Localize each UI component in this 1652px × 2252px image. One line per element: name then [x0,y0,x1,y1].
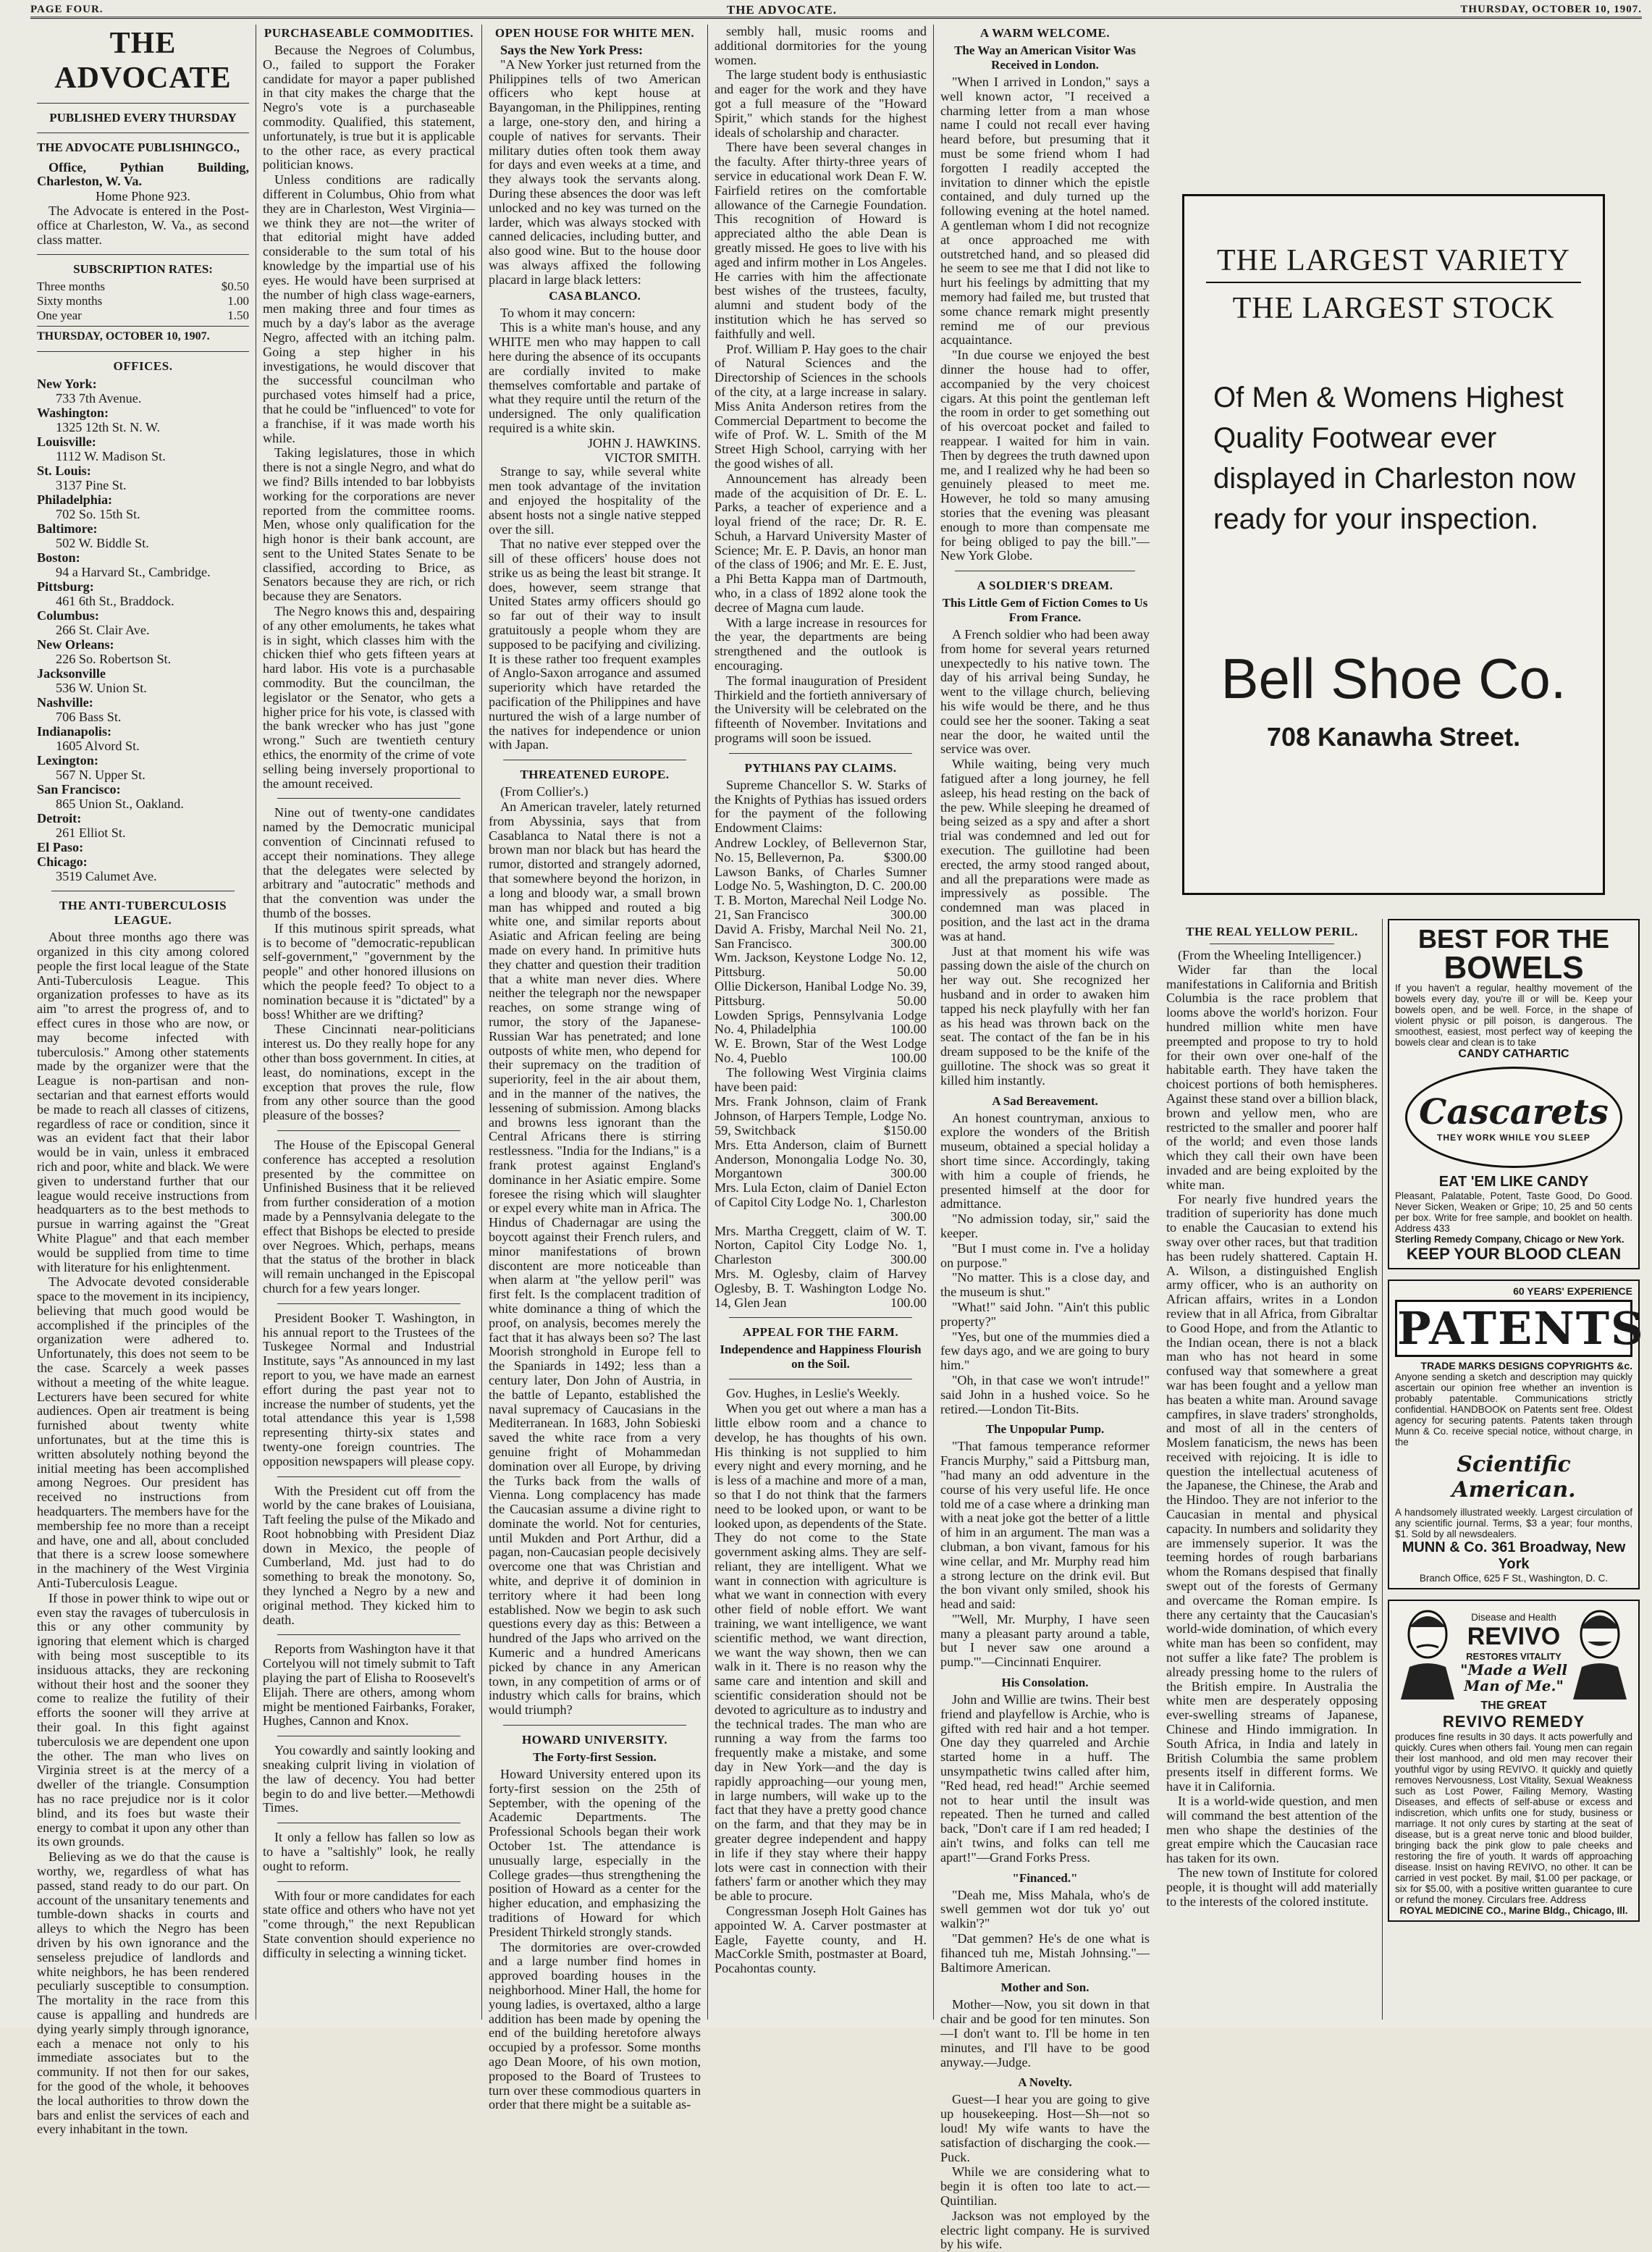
office-city: Columbus: [37,608,99,623]
ads-column [1388,919,1645,2020]
claim-amount: 300.00 [890,1252,927,1267]
bowels-body: If you haven't a regular, healthy movement of the bowels every day, you're ill or will be. Keep your bowels open, and be well. Force, in the shape of violent physic or pill poison, is dangerous. The smoothest, easiest, most perfect way of keeping the bowels clear and clean is to take [1395,983,1632,1048]
claim-row [715,894,927,923]
claim-text: Lawson Banks, of Charles Sumner Lodge No. 5, Washington, D. C. [715,864,927,894]
well-man-icon [1567,1605,1632,1699]
claim-amount: 300.00 [890,907,927,923]
office-address: 461 6th St., Braddock. [56,594,174,609]
claim-row [715,865,927,894]
paragraph: When you get out where a man has a little elbow room and a chance to develop, he has thoughts of his own. His thinking is not supplied to him every night and every morning, and he is less of a machine and more of a man, so that I do not think that the farmers need to be looked upon, or want to be looked upon, as dependents of the State. They do not come to the State government asking alms. They are self-reliant, they are intelligent. What we want in connection with agriculture is what we want in connection with every other field of noble effort. We want training, we want intelligence, we want scientific method, we want direction, we want the way shown, then we can walk in it. There is no reason why the same care and intention and skill and scientific consideration should not be devoted to agriculture as to industry and the technical trades. The man who are running a way from the farms too frequently make a mistake, and some day in New York—and the day is rapidly approaching—our young men, in large numbers, will wake up to the fact that they have a pretty good chance on the farm, and that they may be in greater degree independent and happy in life if they stay where their happy lots were cast in connection with their fathers' farm or another which they may be able to procure. [715,1401,927,1904]
paragraph: "Deah me, Miss Mahala, who's de swell gemmen wot dor tuk yo' out walkin'?" [940,1887,1150,1931]
placard-sign-1: JOHN J. HAWKINS. [587,435,701,450]
paragraph: With four or more candidates for each state office and others who have not yet "come through," the next Republican State convention should experience no difficulty in selecting a winning ticket. [263,1888,476,1960]
office-city: Indianapolis: [37,724,112,739]
paragraph: Gov. Hughes, in Leslie's Weekly. [726,1386,901,1401]
claim-amount: 50.00 [897,965,927,980]
paragraph: With the President cut off from the world by the cane brakes of Louisiana, Taft feeling the pulse of the Mikado and Root hobnobbing with President Diaz down in Mexico, the people of Cumberland, Md. just had to do something to break the monotony. So, they lynched a Negro by a new and original method. They kicked him to death. [263,1483,475,1627]
claim-text: Mrs. Etta Anderson, claim of Burnett Anderson, Monongalia Lodge No. 30, Morgantown [715,1137,927,1181]
paragraph: The formal inauguration of President Thirkield and the fortieth anniversary of the University will be celebrated on the fifteenth of November. Invitations and programs will soon be issued. [715,673,927,746]
rate-price: 1.00 [227,294,249,308]
editorial-convention [263,1889,475,1961]
appeal-subhead: Independence and Happiness Flourish on the Soil. [720,1343,922,1371]
paragraph: "That famous temperance reformer Francis Murphy," said a Pittsburg man, "had many an odd adventure in the course of his very useful life. He once told me of a case where a drinking man with a neat joke got the better of a little of him in an argument. The man was a clubman, a bon vivant, famous for his wine cellar, and Mr. Murphy read him a strong lecture on the drink evil. But the bon vivant only smiled, shook his head and said: [940,1439,1150,1612]
paragraph: Because the Negroes of Columbus, O., failed to support the Foraker candidate for mayor a paper published in that city makes the charge that the Negro's vote is a purchaseable commodity. Qualified, this statement, unfortunately, is true but it is applicable to the other race, as every practical politician knows. [263,43,475,172]
paragraph: Mother—Now, you sit down in that chair and be good for ten minutes. Son—I don't want to. I'll be home in ten minutes, and I'll have to be good anyway.—Judge. [940,1997,1150,2070]
rate-term: Three months [37,280,105,294]
sick-man-icon [1395,1605,1460,1699]
office-city: Lexington: [37,753,98,768]
placard-to: To whom it may concern: [500,305,636,320]
office-address: 1112 W. Madison St. [56,449,166,464]
paragraph: Taking legislatures, those in which there is not a single Negro, and what do we find? Bills intended to bar lobbyists working for the corporations are never reported from the committee rooms. Men, whose only qualification for the high honor is their bank account, are sent to the United States Senate to be classified, according to Brice, as Senators because they are rich, or rich because they are Senators. [263,445,475,604]
paragraph: While we are considering what to begin it is often too late to act.—Quintilian. [940,2164,1150,2208]
article-open-house [489,58,701,287]
placard-title: CASA BLANCO. [549,288,641,303]
paragraph: President Booker T. Washington, in his annual report to the Trustees of the Tuskegee Normal and Industrial Institute, says "As announced in my last report to you, we have made an earnest effort during the past year not to increase the number of students, yet the total attendance this year is 1,598 representing thirty-six states and twenty-one foreign countries. The opposition newspapers will please copy. [263,1310,475,1469]
patents-word: PATENTS [1395,1300,1632,1357]
office-address: 261 Elliot St. [56,825,126,841]
editorial-culprit [263,1744,475,1815]
office-address: 702 So. 15th St. [56,507,140,522]
paragraph: "What!" said John. "Ain't this public property?" [940,1299,1150,1329]
paragraph: Unless conditions are radically different in Columbus, Ohio from what they are in Charleston, West Virginia—we think they are not—the writer of that editorial might have added considerable to the sum total of his knowledge by the impartial use of his eyes. He would have been surprised at the number of high class wage-earners, men making three and four times as much by a day's labor as the average Negro, affected with an itching palm. Going a step higher in his investigations, he would discover that the successful councilman who purchased votes himself had a price, that he could be "influenced" to vote for a franchise, if it was made worth his while. [263,172,475,445]
page-header [30,3,1642,19]
office-city: Jacksonville [37,666,106,681]
editorial-lynching [263,1484,475,1628]
claim-amount: 100.00 [890,1022,927,1037]
claim-text: David A. Frisby, Marchal Neil No. 21, San Francisco. [715,921,927,951]
headline-soldiers-dream: A SOLDIER'S DREAM. [977,579,1113,593]
article-anti-tuberculosis [37,930,249,2137]
masthead-date: THURSDAY, OCTOBER 10, 1907. [37,330,210,343]
paragraph: The large student body is enthusiastic and eager for the work and they have got a full measure of the "Howard Spirit," which stands for the highest ideals of scholarship and character. [715,67,927,140]
column-2 [256,25,482,2020]
right-section [1160,25,1645,2020]
open-house-source: Says the New York Press: [500,43,644,57]
paragraph: The dormitories are over-crowded and a large number find homes in approved boarding houses in the neighborhood. Miner Hall, the home for young ladies, is overtaxed, altho a large addition has been made by opening the end of the building heretofore always occupied by a professor. Some months ago Dean Moore, of his own motion, proposed to the Board of Trustees to turn over these commodious quarters in order that there might be a suitable as- [489,1939,701,2112]
rate-row [37,294,249,308]
headline-howard: HOWARD UNIVERSITY. [521,1733,668,1747]
paragraph: A French soldier who had been away from home for several years returned unexpectedly to his native town. The day of his arrival being Sunday, he went to the village church, believing his wife would be there, and he thus could see her the sooner. Taking a seat near the door, he waited until the service was over. [940,627,1150,757]
article-threatened-europe [489,785,701,1718]
office-address: 865 Union St., Oakland. [56,797,184,812]
published-line: PUBLISHED EVERY THURSDAY [49,111,237,125]
claim-text: Mrs. Lula Ecton, claim of Daniel Ecton of Capitol City Lodge No. 1, Charleston [715,1180,927,1209]
article-unpopular-pump [940,1440,1150,1670]
revivo-ad [1388,1600,1640,1922]
wv-claims-intro: The following West Virginia claims have been paid: [715,1064,927,1094]
office-city: New Orleans: [37,637,114,652]
paragraph: Congressman Joseph Holt Gaines has appointed W. A. Carver postmaster at Eagle, Fayette county, and H. MacCorkle Smith, postmaster at Board, Pocahontas county. [715,1904,927,1976]
paragraph: If this mutinous spirit spreads, what is to become of "democratic-republican self-government," "government by the people" and other honored illusions on which the people feed? To object to a nomination because it is "dictated" by a boss! Whither are we drifting? [263,920,475,1022]
patents-body: Anyone sending a sketch and description may quickly ascertain our opinion free whether an invention is probably patentable. Communications strictly confidential. HANDBOOK on Patents sent free. Oldest agency for securing patents. Patents taken through Munn & Co. receive special notice, without charge, in the [1395,1371,1632,1448]
claim-amount: 300.00 [890,1166,927,1181]
office-city: Nashville: [37,695,93,710]
office-city: New York: [37,377,97,392]
office-city: Boston: [37,550,80,566]
paragraph: That no native ever stepped over the sill of these officers' house does not strike us as being the least bit strange. It does, however, seem strange that United States army officers should go so far out of their way to insult gratuitously a people whom they are supposed to be pacifying and civilizing. It is these rather too frequent examples of Anglo-Saxon arrogance and assumed superiority which have retarded the pacification of the Philippines and have nurtured the wish of a large number of the natives for independence or union with Japan. [489,537,701,752]
claim-amount: 100.00 [890,1295,927,1310]
rates-list [37,280,249,323]
paragraph: Nine out of twenty-one candidates named by the Democratic municipal convention of Cincinnati refused to accept their nominations. They allege that the delegates were selected by arbitrary and "autocratic" methods and that the convention was under the thumb of the bosses. [263,805,475,921]
claim-row [715,1224,927,1267]
claim-row [715,951,927,980]
bowels-head-2: BOWELS [1444,950,1584,986]
munn-line: MUNN & Co. 361 Broadway, New York [1402,1539,1626,1572]
article-consolation [940,1693,1150,1865]
office-city: Louisville: [37,434,96,450]
article-howard-cont [715,25,927,746]
article-sad-bereavement [940,1112,1150,1417]
claim-text: Andrew Lockley, of Bellevernon Star, No. 15, Bellevernon, Pa. [715,836,927,865]
cascarets-addr: Sterling Remedy Company, Chicago or New York. [1395,1234,1624,1245]
office-address: 3519 Calumet Ave. [56,869,157,884]
cascarets-desc: Pleasant, Palatable, Potent, Taste Good, Do Good. Never Sicken, Weaken or Gripe; 10, 25 and 50 cents per box. Write for free sample, and booklet on health. Address 433 [1395,1190,1632,1234]
office-address: 536 W. Union St. [56,681,147,696]
rates-title: SUBSCRIPTION RATES: [73,262,213,277]
office-address: 94 a Harvard St., Cambridge. [56,565,211,580]
article-purchaseable [263,43,475,791]
paragraph: John and Willie are twins. Their best friend and playfellow is Archie, who is gifted with red hair and a hot temper. One day they quarreled and Archie started home in a huff. The unsympathetic twins called after him, "Red head, red head!" Archie seemed not to hear until the insult was repeated. Then he turned and called back, "Don't care if I am red headed; I ain't twins, and folks can tell me apart!"—Grand Forks Press. [940,1692,1150,1865]
column-1 [30,25,256,2137]
revivo-great: THE GREAT [1480,1699,1547,1712]
office-city: Pittsburg: [37,579,94,594]
revivo-body: produces fine results in 30 days. It acts powerfully and quickly. Cures when others fail. Young men can regain their lost manhood, and old men may recover their youthful vigor by using REVIVO. It quickly and quietly removes Nervousness, Lost Vitality, Sexual Weakness such as Lost Power, Failing Memory, Wasting Diseases, and effects of self-abuse or excess and indiscretion, which unfits one for study, business or marriage. It not only cures by starting at the seat of disease, but is a great nerve tonic and blood builder, bringing back the pink glow to pale cheeks and restoring the fire of youth. It wards off approaching disease. Insist on having REVIVO, no other. It can be carried in vest pocket. By mail, $1.00 per package, or six for $5.00, with a positive written guarantee to cure or refund the money. Circulars free. Address [1395,1731,1632,1905]
paragraph: For nearly five hundred years the tradition of superiority has done much to enable the Caucasian to extend his sway over other races, but that tradition has been rudely shattered. Captain H. A. Wilson, a distinguished English army officer, who is an authority on African affairs, writes in a London review that in all Africa, from Gibraltar to Good Hope, and from the Atlantic to the Indian ocean, there is not a black man who has not heard in some confused way that somewhere a great war has been fought and a yellow man has beaten a white man. Around savage campfires, in slave traders' strongholds, and most of all in the centers of Moslem fanaticism, the news has been received with rejoicing. It is idle to question the intellectual acuteness of the Japanese, the Chinese, the Arab and the Hindoo. They are not inferior to the Caucasian in mental and physical capacity. In numbers and solidarity they are immensely superior. It was the teeming hordes of rough barbarians whom the Romans despised that finally swept out of the forests of Germany and overcame the Roman empire. Is there any certainty that the Caucasian's world-wide domination, of which every white man has been so confident, may not suffer a like fate? The problem is already pressing home to the rulers of the British empire. In Australia the white men are desperately opposing ever-swelling streams of Japanese, Chinese and Hindo immigration. In South Africa, in India and lately in British Columbia the same problem presents itself in different forms. We have it in California. [1166,1191,1378,1794]
howard-subhead: The Forty-first Session. [533,1750,657,1765]
column-4 [708,25,934,2020]
patents-marks: TRADE MARKS DESIGNS COPYRIGHTS &c. [1420,1360,1632,1371]
article-soldiers-dream [940,628,1150,1088]
paragraph: Jackson was not employed by the electric light company. He is survived by his wife. [940,2208,1150,2252]
paragraph: "But I must come in. I've a holiday on purpose." [940,1240,1150,1270]
office-city: El Paso: [37,840,84,855]
bell-shoe-ad [1182,194,1605,895]
pythians-intro: Supreme Chancellor S. W. Starks of the Knights of Pythias has issued orders for the payment of the following Endowment Claims: [715,777,927,836]
office-address: 226 So. Robertson St. [56,652,172,667]
headline-purchaseable: PURCHASEABLE COMMODITIES. [264,26,474,40]
ad-body: Of Men & Womens Highest Quality Footwear ever displayed in Charleston now ready for your inspection. [1213,382,1576,535]
rate-row [37,308,249,323]
patents-body-2: A handsomely illustrated weekly. Largest circulation of any scientific journal. Terms, $3 a year; four months, $1. Sold by all newsdealers. [1395,1507,1632,1539]
headline-threatened-europe: THREATENED EUROPE. [520,768,670,782]
offices-title: OFFICES. [113,359,173,374]
office-city: Detroit: [37,811,82,826]
claim-amount: 300.00 [890,936,927,951]
paragraph: You cowardly and saintly looking and sneaking culprit living in violation of the law of decency. You had better begin to do and live better.—Methowdi Times. [263,1743,475,1815]
claim-row [715,1095,927,1138]
claim-row [715,1009,927,1038]
headline-unpopular-pump: The Unpopular Pump. [985,1422,1105,1437]
paragraph: Just at that moment his wife was passing down the aisle of the church on her way out. She recognized her husband and in order to awaken him tapped his neck playfully with her fan as his head was thrown back on the seat. The contact of the fan be in his dream supposed to be the knife of the guillotine. The shock was so great it killed him instantly. [940,944,1150,1088]
cascarets-tag: THEY WORK WHILE YOU SLEEP [1437,1133,1590,1143]
office-address: 1605 Alvord St. [56,739,140,754]
paragraph: There have been several changes in the faculty. After thirty-three years of service in educational work Dean F. W. Fairfield retires on the comfortable allowance of the Carnegie Foundation. This recognition of Howard is appreciated altho the able Dean is greatly missed. He goes to live with his aged and infirm mother in Los Angeles. He carries with him the affectionate best wishes of the trustees, faculty, alumni and student body of the institution which he has served so faithfully and well. [715,140,927,341]
editorial-episcopal [263,1138,475,1296]
editorial-cortelyou [263,1642,475,1728]
office-address: 567 N. Upper St. [56,768,146,783]
paragraph: Announcement has already been made of the acquisition of Dr. E. L. Parks, a teacher of experience and a loyal friend of the race; Dr. R. E. Schuh, a Harvard University Master of Science; Mr. E. P. Davis, an honor man of the class of 1906; and Mr. E. E. Just, a Phi Betta Kappa man of Dartmouth, who, in a class of 1892 alone took the decree of Magna cum laude. [715,471,927,615]
headline-yellow-peril: THE REAL YELLOW PERIL. [1186,925,1358,938]
office-address: 706 Bass St. [56,710,122,725]
eat-like-candy: EAT 'EM LIKE CANDY [1438,1174,1589,1190]
office-address: 733 7th Avenue. [56,391,142,406]
paragraph: The new town of Institute for colored people, it is thought will add materially to the interests of the colored institute. [1166,1865,1378,1909]
paragraph: Believing as we do that the cause is worthy, we, regardless of what has passed, stand ready to do our part. On account of the unsanitary tenements and tumble-down shacks in courts and alleys to which the Negro has been driven by his own ignorance and the senseless prejudice of landlords and white neighbors, he has been rendered peculiarly susceptible to consumption. The mortality in the race from this cause is appalling and hundreds are dying yearly simply through ignorance, each a menace not only to his immediate associates but to the community. If not then for our sakes, for the good of the whole, it behooves the local authorities to throw down the bars and enlist the services of each and every inhabitant in the town. [37,1849,249,2137]
rate-row [37,280,249,294]
candy-label: CANDY CATHARTIC [1458,1048,1569,1060]
editorial-reform [263,1831,475,1873]
paragraph: It is a world-wide question, and men will command the best attention of the men who shape the destinies of the great empire which the Caucasian race has taken for its own. [1166,1794,1378,1866]
revivo-addr: ROYAL MEDICINE CO., Marine Bldg., Chicago, Ill. [1399,1905,1628,1916]
article-financed [940,1888,1150,1975]
claim-row [715,980,927,1009]
editorial-tuskegee [263,1311,475,1469]
rate-price: $0.50 [221,280,249,294]
cascarets-foot: KEEP YOUR BLOOD CLEAN [1406,1245,1622,1263]
paragraph: "Yes, but one of the mummies died a few days ago, and we are going to bury him." [940,1329,1150,1373]
claim-text: T. B. Morton, Marechal Neil Lodge No. 21, San Francisco [715,893,927,923]
paragraph: About three months ago there was organized in this city among colored people the first local league of the State Anti-Tuberculosis League. This organization professes to have as its aim "to arrest the progress of, and to effect cures in those who are now, or may become infected with tuberculosis." Among other statements made by the organizer were that the League is non-partisan and non-sectarian and that earnest efforts would be made to reach all classes of citizens, regardless of race or condition, since it was an evident fact that their labor would be in vain, unless it embraced rich and poor, white and black. We were given to understand further that our league would receive instructions from headquarters as to the best methods to pursue in warring against the "Great White Plague" and that each member would be supplied from time to time with literature for his enlightenment. [37,930,249,1274]
revivo-restores: RESTORES VITALITY [1466,1650,1562,1662]
article-warm-welcome [940,75,1150,563]
claim-text: Mrs. Martha Creggett, claim of W. T. Norton, Capitol City Lodge No. 1, Charleston [715,1223,927,1267]
article-appeal-farm [715,1387,927,1976]
office-address: Office, Pythian Building, Charleston, W. Va. [37,159,249,189]
office-city: St. Louis: [37,463,91,479]
claim-row [715,836,927,865]
article-columns [30,24,1156,2252]
masthead-title: THE ADVOCATE [54,27,232,95]
office-city: Philadelphia: [37,492,113,508]
issue-date: THURSDAY, OCTOBER 10, 1907. [1460,4,1642,15]
headline-open-house: OPEN HOUSE FOR WHITE MEN. [494,26,695,40]
claim-row [715,1138,927,1181]
office-address: 266 St. Clair Ave. [56,623,150,638]
office-address: 3137 Pine St. [56,478,127,493]
paragraph: Strange to say, while several white men took advantage of the invitation and enjoyed the hospitality of the absent hosts not a single native stepped over the sill. [489,464,701,537]
paragraph: "No matter. This is a close day, and the museum is shut." [940,1270,1150,1300]
revivo-remedy: REVIVO REMEDY [1442,1713,1585,1731]
article-novelty [940,2093,1150,2252]
claim-row [715,923,927,951]
paragraph: "'Well, Mr. Murphy, I have seen many a pleasant party around a table, but I never saw one around a pump.'"—Cincinnati Enquirer. [940,1611,1150,1670]
claim-amount: 50.00 [897,993,927,1008]
page-label: PAGE FOUR. [30,4,104,15]
patents-ad [1388,1280,1645,1589]
headline-novelty: A Novelty. [1018,2075,1072,2090]
claim-amount: 100.00 [890,1050,927,1065]
rate-price: 1.50 [227,308,249,323]
paragraph: While waiting, being very much fatigued after a long journey, he fell asleep, his head resting on the back of the pew. While sleeping he dreamed of being seized as a spy and after a short trial was condemned and led out for execution. The guillotine had been erected, the army stood ranged about, and all the preparations were made as impressively as possible. The condemned man was placed in position, and the last act in the drama was at hand. [940,757,1150,944]
paragraph: Prof. William P. Hay goes to the chair of Natural Sciences and the Directorship of Sciences in the schools of the city, at a large increase in salary. Miss Anita Anderson retires from the Commercial Department to become the wife of Prof. W. L. Smith of the M Street High School, carrying with her the good wishes of all. [715,341,927,471]
office-address: 502 W. Biddle St. [56,536,149,551]
article-howard [489,1768,701,2112]
headline-anti-tuberculosis: THE ANTI-TUBERCULOSIS LEAGUE. [59,899,227,928]
column-3 [482,25,708,2112]
headline-mother-son: Mother and Son. [1000,1980,1090,1995]
paragraph: "Dat gemmen? He's de one what is fihanced tuh me, Mistah Johnsing."—Baltimore American. [940,1931,1150,1975]
claim-row [715,1181,927,1224]
ad-line-stock: THE LARGEST STOCK [1232,292,1555,325]
sciam-title: Scientific American. [1451,1452,1576,1503]
article-open-house-cont [489,465,701,752]
ad-street: 708 Kanawha Street. [1266,722,1521,752]
claim-text: Lowden Sprigs, Pennsylvania Lodge No. 4, Philadelphia [715,1007,927,1037]
editorial-cincinnati [263,806,475,1123]
cascarets-ad [1388,919,1640,1269]
ad-line-variety: THE LARGEST VARIETY [1206,243,1581,283]
claim-row [715,1267,927,1310]
office-address: 1325 12th St. N. W. [56,420,161,435]
ad-company: Bell Shoe Co. [1221,647,1567,710]
claim-amount: $300.00 [883,849,927,865]
office-city: Baltimore: [37,521,98,537]
paragraph: These Cincinnati near-politicians interest us. Do they really hope for any other than boss government. In cities, at least, do nominations, except in the exception that proves the rule, flow from any other source than the good pleasure of the bosses? [263,1022,475,1123]
rate-term: One year [37,308,82,323]
cascarets-brand: Cascarets [1419,1092,1609,1133]
placard-sign-2: VICTOR SMITH. [604,450,701,465]
paragraph: With a large increase in resources for the year, the departments are being strengthened and the outlook is encouraging. [715,615,927,673]
phone: Home Phone 923. [96,189,190,204]
cascarets-logo [1405,1067,1622,1168]
headline-pythians: PYTHIANS PAY CLAIMS. [744,760,897,775]
paragraph: It only a fellow has fallen so low as to have a "saltishly" look, he really ought to reform. [263,1830,475,1873]
paragraph: "In due course we enjoyed the best dinner the house had to offer, accompanied by the very choicest cigars. At this point the gentleman left the room in order to get something out of his overcoat pocket and failed to reappear. I waited for him in vain. Then by degrees the truth dawned upon me, and I realized why he had been so genuinely pleased to meet me. However, he told so many amusing stories that the evening was pleasant enough to more than compensate me for being obliged to pay the bill."—New York Globe. [940,348,1150,563]
article-yellow-peril [1166,949,1378,1909]
claim-text: W. E. Brown, Star of the West Lodge No. 4, Pueblo [715,1036,927,1065]
entered-note: The Advocate is entered in the Post-office at Charleston, W. Va., as second class matter. [37,203,249,247]
paragraph: Reports from Washington have it that Cortelyou will not timely submit to Taft playing the part of Elisha to Roosevelt's Elijah. There are others, among whom might be mentioned Fairbanks, Foraker, Hughes, Cannon and Knox. [263,1642,475,1728]
warm-welcome-subhead: The Way an American Visitor Was Received in London. [954,43,1136,72]
patents-years: 60 YEARS' EXPERIENCE [1513,1285,1632,1297]
claim-text: Wm. Jackson, Keystone Lodge No. 12, Pittsburg. [715,950,927,980]
paragraph: "A New Yorker just returned from the Philippines tells of two American officers who kept house at Bayangoman, in the Philippines, renting a large, one-story den, and hiring a couple of natives for servants. Their military duties often took them away for days and even weeks at a time, and they always took the servants along. During these absences the door was left unlocked and no key was turned on the larder, which was always stocked with canned delicacies, including butter, and also good wine. But to the house door was always affixed the following placard in large black letters: [489,56,701,287]
paragraph: If those in power think to wipe out or even stay the ravages of tuberculosis in this or any other community by ignoring that element which is charged with being most susceptible to its insiduous attacks, they are reckoning without their host and the sooner they come to realize the futility of their efforts the sooner will they arrive at their goal. In this fight against tuberculosis we are dependent one upon the other. The man who lives on Virginia street is at the mercy of a dweller of the triangle. Consumption has no race prejudice nor is it color blind, and its foes but waste their energy to combat it upon any other than its own grounds. [37,1590,249,1849]
claim-text: Mrs. Frank Johnson, claim of Frank Johnson, of Harpers Temple, Lodge No. 59, Switchback [715,1094,927,1138]
paragraph: sembly hall, music rooms and additional dormitories for the young women. [715,24,927,67]
wv-claims-list [715,1095,927,1310]
paragraph: "Oh, in that case we won't intrude!" said John in a hushed voice. So he retired.—London Tit-Bits. [940,1372,1150,1416]
paragraph: An honest countryman, anxious to explore the wonders of the British museum, obtained a special holiday a short time since. Accordingly, taking with him a couple of friends, he presented himself at the door for admittance. [940,1110,1150,1211]
claim-amount: 300.00 [890,1209,927,1224]
headline-appeal-farm: APPEAL FOR THE FARM. [742,1325,899,1340]
column-yellow-peril [1162,919,1383,2020]
claims-list [715,836,927,1066]
paragraph: The House of the Episcopal General conference has accepted a resolution presented by the committee on Unfinished Business that it be relieved from further consideration of a motion made by a Pennsylvania delegate to the effect that Bishops be elected to preside over Negroes. Which, perhaps, means that the status of the brother in black will remain unchanged in the Episcopal church for a few years longer. [263,1137,475,1295]
paragraph: Wider far than the local manifestations in California and British Columbia is the race problem that looms above the world's horizon. Four hundred million white men have preempted and propose to try to hold for their own over one-half of the habitable earth. They have taken the choicest portions of both hemispheres. Against these stand over a billion black, brown and yellow men, who are restricted to the smaller and poorer half of the world; and even those lands which they call their own have been invaded and are being exploited by the white man. [1166,962,1378,1192]
office-city: Washington: [37,406,109,421]
paragraph: Howard University entered upon its forty-first session on the 25th of September, with the opening of the Academic Departments. The Professional Schools began their work October 1st. The attendance is unusually large, especially in the College grades—thus strengthening the position of Howard as a center for the higher education, and emphasizing the traditions of Howard for which President Thirkeld strongly stands. [489,1767,701,1939]
article-mother-son [940,1998,1150,2070]
bowels-head-1: BEST FOR THE [1417,924,1609,954]
paragraph: The Negro knows this and, despairing of any other emoluments, he takes what is in sight, which classes him with the chicken thief who gets fifteen years at hard labor. His vote is a purchasable commodity. But the councilman, the legislator or the Senator, who gets a higher price for his vote, is classed with the bank wrecker who has just "gone wrong." Such are twentieth century ethics, the enormity of the crime of vote selling being inversely proportional to the amount received. [263,604,475,791]
revivo-top: Disease and Health [1471,1611,1556,1623]
paragraph: The Advocate devoted considerable space to the movement in its incipiency, believing that much good would be accomplished if the principles of the organization were adhered to. Unfortunately, this does not seem to be the case. Scarcely a week passes without a meeting of the white league. Lecturers have been secured for white audiences. Open air treatment is being furnished about twenty white unfortunates, but at the time this is written absolutely nothing beyond the initial meeting has been accomplished among Negroes. Our president has received no instructions from headquarters. The members have for the membership fee no more than a receipt and have, one and all, about concluded that there is a screw loose somewhere in the machinery of the West Virginia Anti-Tuberculosis League. [37,1274,249,1591]
munn-branch: Branch Office, 625 F St., Washington, D. C. [1419,1573,1609,1584]
office-city: Chicago: [37,854,88,870]
placard-body: This is a white man's house, and any WHITE men who may happen to call here during the absence of its occupants are cordially invited to make themselves comfortable and partake of what they require until the return of the undersigned. The only qualification required is a white skin. [489,320,701,435]
claim-amount: 200.00 [890,878,927,894]
revivo-quote: "Made a Well Man of Me." [1460,1660,1567,1694]
office-city: San Francisco: [37,782,121,797]
claim-text: Ollie Dickerson, Hanibal Lodge No. 39, Pittsburg. [715,979,927,1008]
paragraph: (From the Wheeling Intelligencer.) [1178,948,1362,962]
claim-amount: $150.00 [883,1122,927,1138]
paragraph: (From Collier's.) [500,784,589,799]
claim-row [715,1037,927,1066]
publisher-name: THE ADVOCATE PUBLISHINGCO., [37,140,240,154]
offices-list [37,377,249,883]
headline-financed: "Financed." [1012,1870,1078,1885]
headline-sad-bereavement: A Sad Bereavement. [992,1093,1098,1108]
paragraph: "No admission today, sir," said the keeper. [940,1211,1150,1240]
paragraph: Guest—I hear you are going to give up housekeeping. Host—Sh—not so loud! My wife wants to have the satisfaction of discharging the cook.—Puck. [940,2092,1150,2164]
claim-text: Mrs. M. Oglesby, claim of Harvey Oglesby, B. T. Washington Lodge No. 14, Glen Jean [715,1266,927,1310]
column-5 [934,25,1156,2252]
headline-warm-welcome: A WARM WELCOME. [979,26,1111,40]
revivo-header [1395,1605,1632,1699]
revivo-brand: REVIVO [1467,1622,1561,1650]
paragraph: "When I arrived in London," says a well known actor, "I received a charming letter from a man whose name I could not recall ever having heard before, but presuming that it must be some friend whom I had forgotten I readily accepted the invitation to dinner which the epistle contained, and duly turned up the following evening at the hotel named. A gentleman whom I did not recognize at once approached me with outstretched hand, and so pleased did he seem to see me that I did not like to hurt his feelings by admitting that my memory had failed me, but trusted that some chance remark might presently remind me of our previous acquaintance. [940,75,1150,348]
paper-name: THE ADVOCATE. [726,2,838,17]
headline-consolation: His Consolation. [1001,1676,1089,1690]
paragraph: An American traveler, lately returned from Abyssinia, says that from Casablanca to Natal there is not a brown man nor black but has heard the rumor, distorted and strangely adorned, that somewhere beyond the horizon, in a long and bloody war, a small brown man has whipped and routed a big white one, and similar reports about Asiatic and African feeling are being made on every hand. In primitive huts they chatter and question their tradition that a white man never dies. Where neither the telegraph nor the newspaper reaches, on some strange wing of rumor, the story of the Japanese-Russian War has penetrated; and lone outposts of white men, who depend for their supremacy on the tradition of superiority, feel in the air about them, and in the manner of the natives, the lessening of submission. Among blacks and browns less ignorant than the Central Africans there is stirring restlessness. "India for the Indians," is a frank protest against England's dominance in her Asiatic empire. Some foresee the rising which will slaughter or expel every white man in Africa. The Hindus of Chadernagar are using the boycott against their French rulers, and minor manifestations of brown discontent are more noticeable than when alarm at "the yellow peril" was first felt. Is the complacent tradition of white dominance a thing of which the proof, on analysis, becomes merely the fact that it has always been so? The last Moorish stronghold in Europe fell to the Spaniards in 1492; less than a century later, Don John of Austria, in the battle of Lepanto, established the naval supremacy of Caucasians in the Mediterranean. In 1683, John Sobieski saved the white race from a very genuine fright of Mohammedan domination over all Europe, by driving the Turks back from the walls of Vienna. Long complacency has made the Caucasian assume a divine right to dominate the world. Not for centuries, until Mukden and Port Arthur, did a pagan, non-Caucasian people decisively overcome one that was Christian and white, and deprive it of dominion in territory where it had been long established. Now we begin to ask such questions every day as this: Between a hundred of the Japs who arrived on the Kumeric and a hundred Americans picked by chance in any American town, in any competition of arms or of industry which calls for brains, which would triumph? [489,799,701,1718]
rate-term: Sixty months [37,294,103,308]
soldiers-dream-subhead: This Little Gem of Fiction Comes to Us From France. [942,596,1148,625]
